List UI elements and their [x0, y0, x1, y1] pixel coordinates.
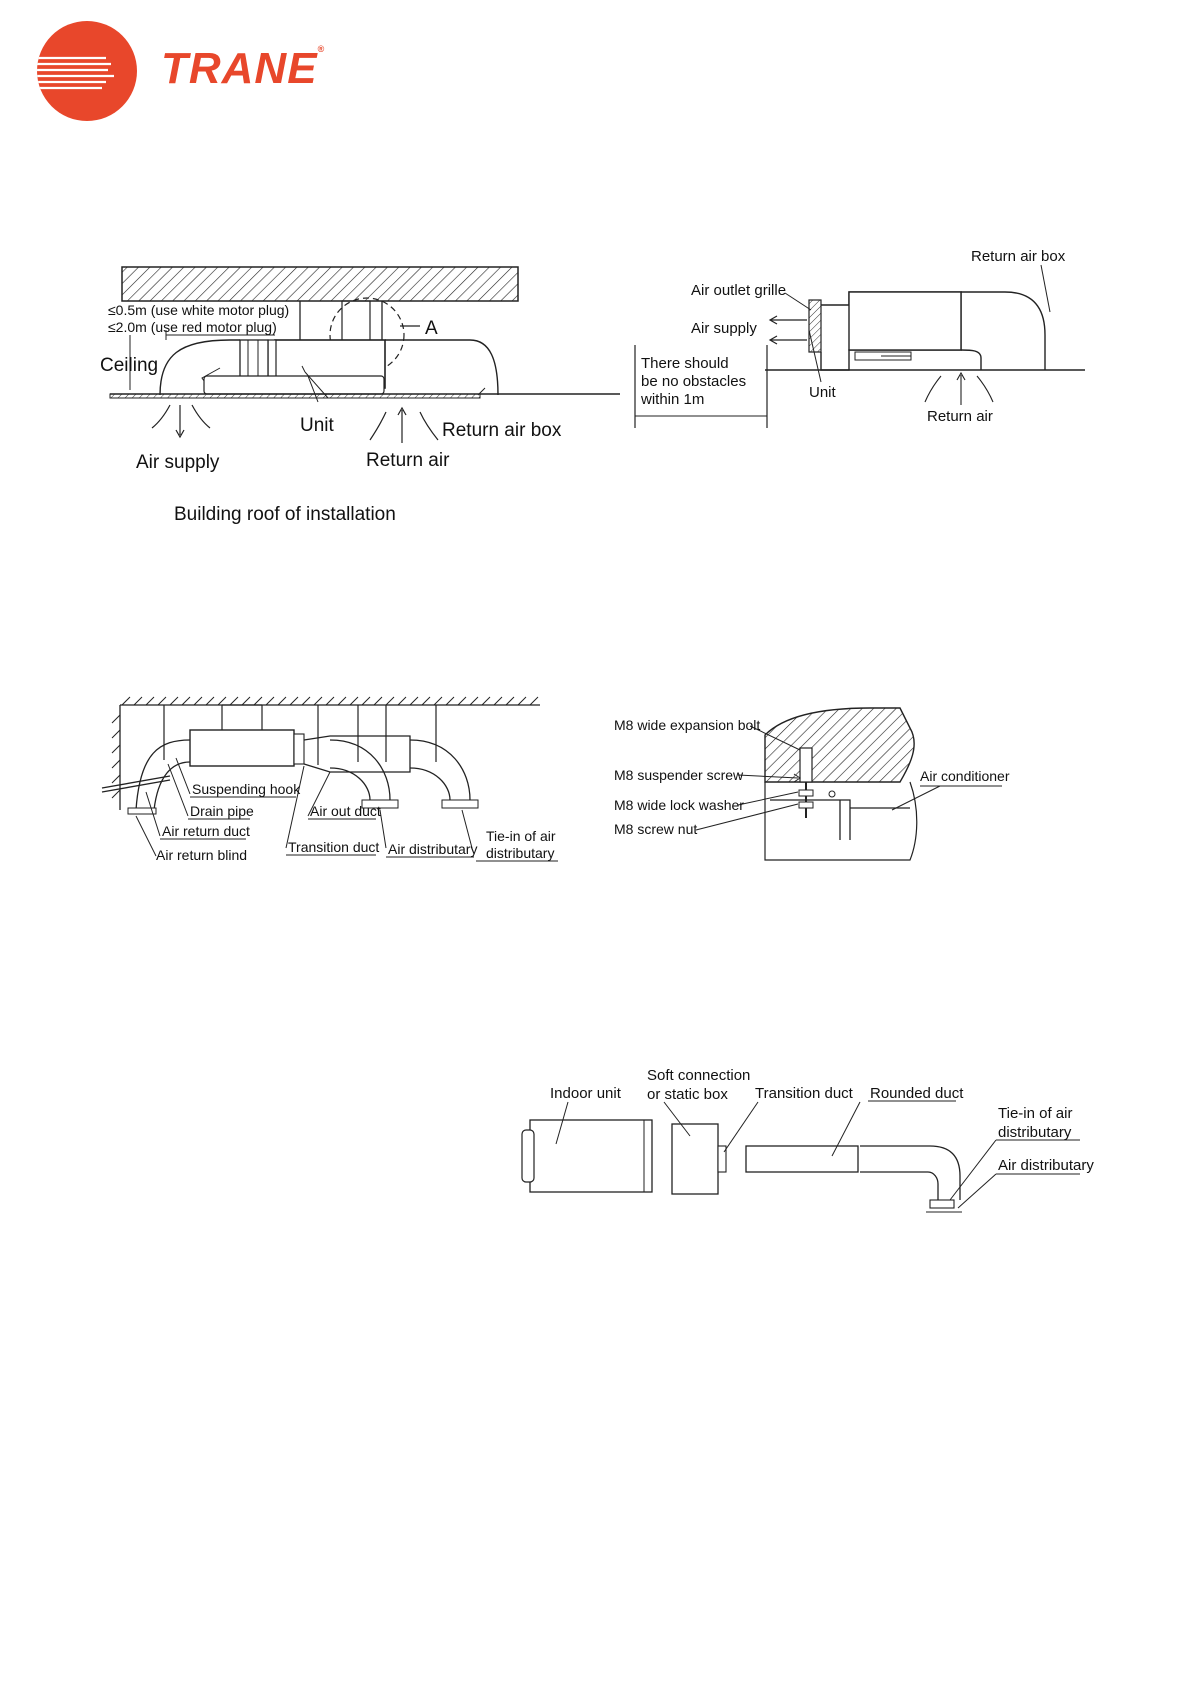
trane-globe-icon	[36, 20, 138, 122]
label-air-distributary-5: Air distributary	[998, 1157, 1094, 1174]
duct-unit-body	[190, 730, 294, 766]
roof-slab	[122, 267, 518, 301]
label-transition-duct-5: Transition duct	[755, 1085, 853, 1102]
label-return-air-box: Return air box	[442, 420, 562, 441]
brand-name: TRANE	[161, 44, 318, 93]
label-soft-connection-line2: or static box	[647, 1086, 728, 1103]
label-rounded-duct: Rounded duct	[870, 1085, 964, 1102]
label-tie-in-line1: Tie-in of air	[486, 828, 556, 844]
label-air-outlet-grille: Air outlet grille	[691, 282, 787, 299]
label-unit-2: Unit	[809, 384, 836, 401]
figure-caption: Building roof of installation	[174, 504, 396, 525]
label-air-out-duct: Air out duct	[310, 803, 381, 819]
dim-red-plug: ≤2.0m (use red motor plug)	[108, 319, 277, 335]
label-tie-in-line2: distributary	[486, 845, 555, 861]
figure-ceiling-installation	[100, 260, 620, 550]
rounded-duct-shape	[746, 1146, 858, 1172]
label-lock-washer: M8 wide lock washer	[614, 797, 744, 813]
label-drain-pipe: Drain pipe	[190, 803, 254, 819]
figure-return-air-box	[625, 240, 1085, 460]
label-screw-nut: M8 screw nut	[614, 821, 698, 837]
label-expansion-bolt: M8 wide expansion bolt	[614, 717, 761, 733]
label-air-return-blind: Air return blind	[156, 847, 248, 863]
registered-mark: ®	[317, 44, 326, 54]
return-air-box	[961, 292, 1045, 370]
label-return-air-box-2: Return air box	[971, 248, 1066, 265]
air-supply-arrows	[152, 405, 210, 437]
return-air-arrows-2	[925, 373, 993, 405]
label-tie-in-line2-5: distributary	[998, 1124, 1072, 1141]
label-tie-in-line1-5: Tie-in of air	[998, 1105, 1073, 1122]
figure-suspension-detail	[610, 700, 1070, 880]
label-suspender-screw: M8 suspender screw	[614, 767, 744, 783]
concrete-slab	[765, 708, 914, 782]
obstacle-note-line3: within 1m	[641, 391, 705, 408]
label-indoor-unit: Indoor unit	[550, 1085, 621, 1102]
label-suspending-hook: Suspending hook	[192, 781, 301, 797]
label-return-air: Return air	[366, 450, 450, 471]
label-return-air-2: Return air	[927, 408, 993, 425]
obstacle-note-line1: There should	[641, 355, 729, 372]
figure-duct-chain	[520, 1060, 1094, 1240]
dim-white-plug: ≤0.5m (use white motor plug)	[108, 302, 290, 318]
figure-duct-system	[100, 700, 600, 900]
indoor-unit-shape	[530, 1120, 652, 1192]
marker-a: A	[425, 318, 438, 339]
static-box-shape	[672, 1124, 718, 1194]
label-air-conditioner: Air conditioner	[920, 768, 1010, 784]
label-air-supply-2: Air supply	[691, 320, 757, 337]
obstacle-note-line2: be no obstacles	[641, 373, 747, 390]
label-unit: Unit	[300, 415, 334, 436]
label-transition-duct: Transition duct	[288, 839, 380, 855]
label-ceiling: Ceiling	[100, 355, 159, 376]
brand-logo	[36, 20, 356, 120]
air-outlet-grille	[809, 300, 821, 352]
label-air-supply: Air supply	[136, 452, 220, 473]
unit-body-2	[849, 292, 961, 350]
label-soft-connection-line1: Soft connection	[647, 1067, 751, 1084]
label-air-distributary: Air distributary	[388, 841, 478, 857]
label-air-return-duct: Air return duct	[162, 823, 250, 839]
return-air-arrows	[370, 408, 438, 443]
